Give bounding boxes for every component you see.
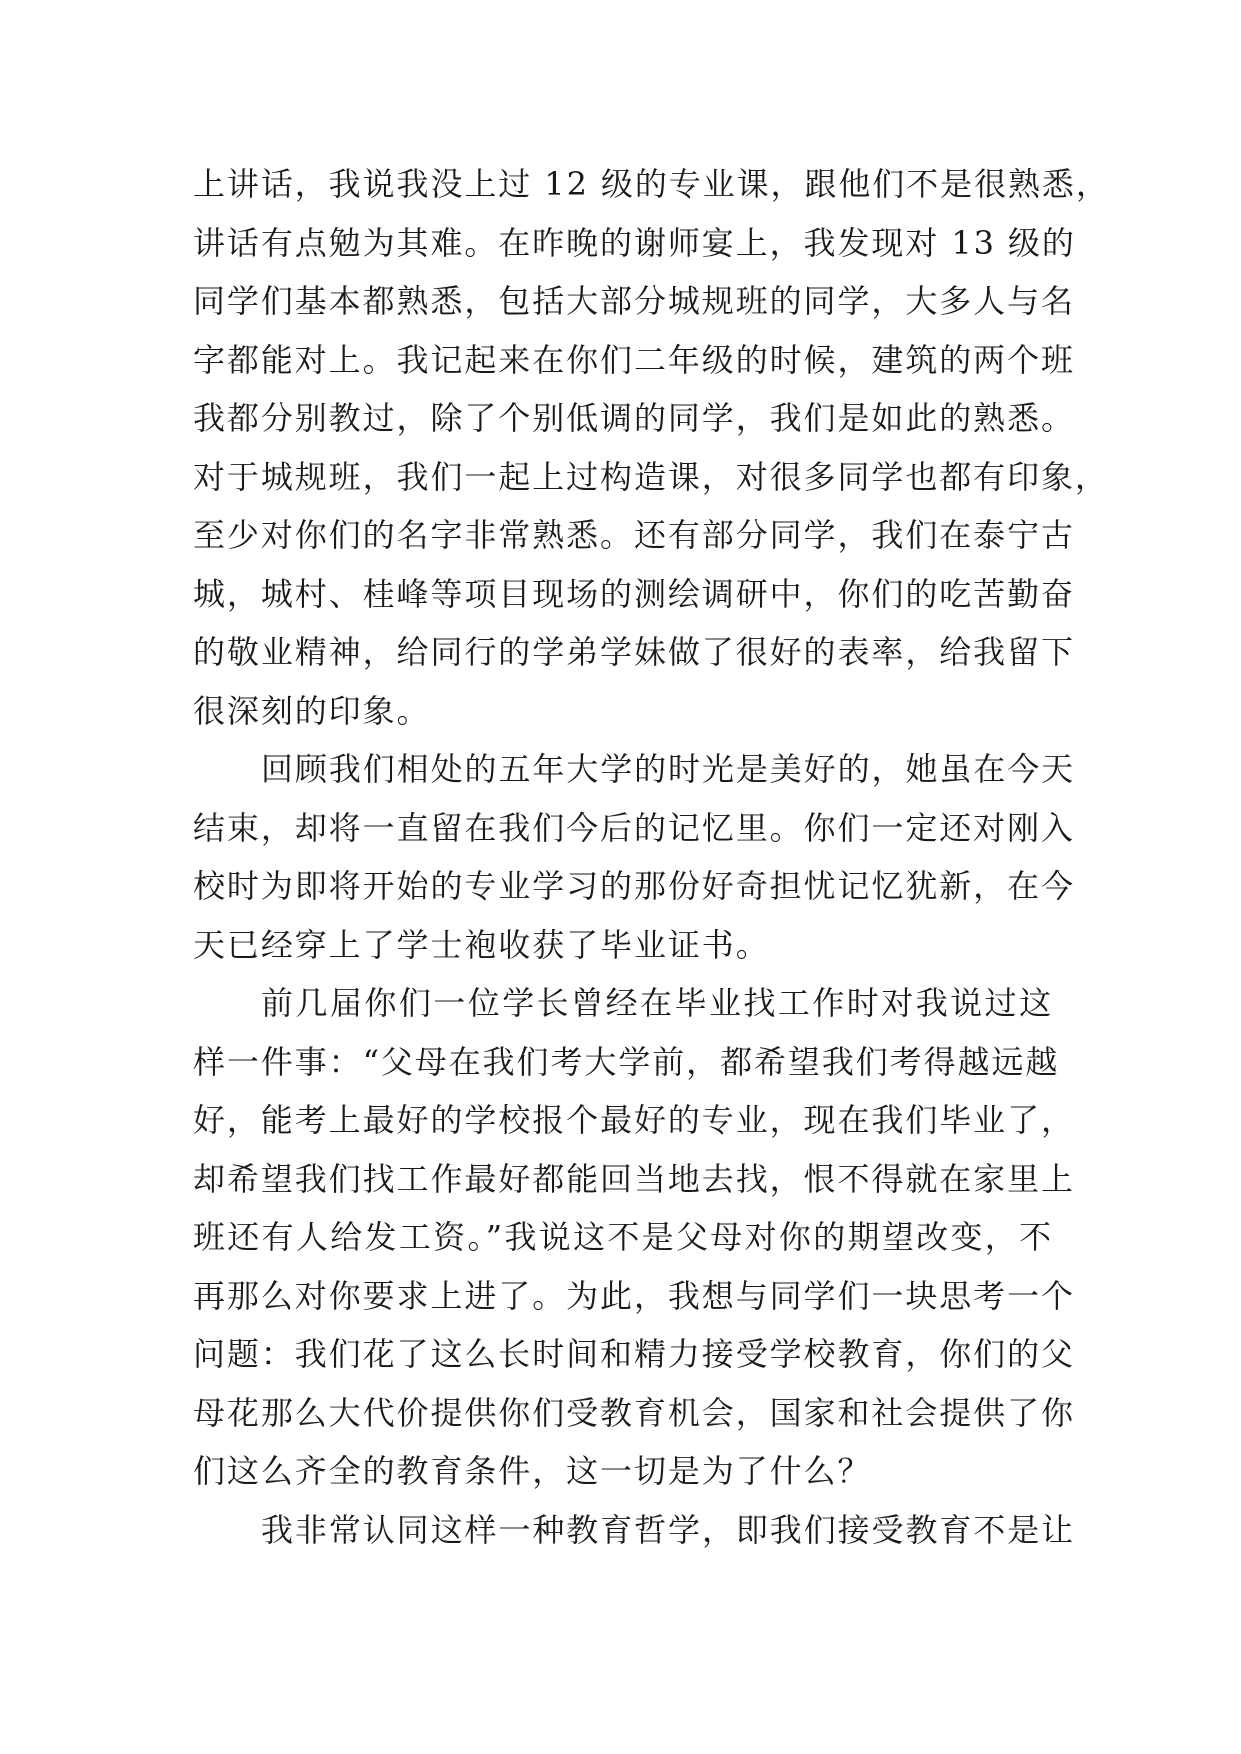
text-line: 样一件事：“父母在我们考大学前，都希望我们考得越远越: [193, 1042, 1060, 1081]
text-line: 好，能考上最好的学校报个最好的专业，现在我们毕业了，: [193, 1101, 1075, 1139]
text-line: 校时为即将开始的专业学习的那份好奇担忧记忆犹新，在今: [193, 867, 1075, 905]
paragraph-first-line: 我非常认同这样一种教育哲学，即我们接受教育不是让: [261, 1510, 1076, 1549]
text-line: 对于城规班，我们一起上过构造课，对很多同学也都有印象，: [193, 457, 1109, 496]
text-line: 很深刻的印象。: [193, 691, 431, 730]
text-line: 我都分别教过，除了个别低调的同学，我们是如此的熟悉。: [193, 399, 1075, 437]
text-line: 班还有人给发工资。”我说这不是父母对你的期望改变，不: [193, 1218, 1053, 1256]
paragraph-first-line: 回顾我们相处的五年大学的时光是美好的，她虽在今天: [261, 750, 1076, 788]
text-line: 讲话有点勉为其难。在昨晚的谢师宴上，我发现对 13 级的: [193, 223, 1076, 262]
text-line: 的敬业精神，给同行的学弟学妹做了很好的表率，给我留下: [193, 633, 1075, 671]
text-line: 却希望我们找工作最好都能回当地去找，恨不得就在家里上: [193, 1159, 1075, 1198]
paragraph-first-line: 前几届你们一位学长曾经在毕业找工作时对我说过这: [261, 984, 1053, 1022]
text-line: 上讲话，我说我没上过 12 级的专业课，跟他们不是很熟悉，: [193, 165, 1110, 203]
text-line: 至少对你们的名字非常熟悉。还有部分同学，我们在泰宁古: [193, 516, 1075, 554]
text-line: 同学们基本都熟悉，包括大部分城规班的同学，大多人与名: [193, 282, 1075, 320]
text-line: 们这么齐全的教育条件，这一切是为了什么？: [193, 1452, 872, 1490]
body-text: [193, 155, 1110, 1559]
text-line: 城，城村、桂峰等项目现场的测绘调研中，你们的吃苦勤奋: [193, 574, 1075, 613]
text-line: 再那么对你要求上进了。为此，我想与同学们一块思考一个: [193, 1276, 1075, 1315]
text-line: 问题：我们花了这么长时间和精力接受学校教育，你们的父: [193, 1335, 1075, 1373]
text-line: 母花那么大代价提供你们受教育机会，国家和社会提供了你: [193, 1393, 1075, 1432]
text-line: 天已经穿上了学士袍收获了毕业证书。: [193, 925, 770, 964]
text-line: 字都能对上。我记起来在你们二年级的时候，建筑的两个班: [193, 340, 1075, 379]
text-line: 结束，却将一直留在我们今后的记忆里。你们一定还对刚入: [193, 808, 1075, 847]
